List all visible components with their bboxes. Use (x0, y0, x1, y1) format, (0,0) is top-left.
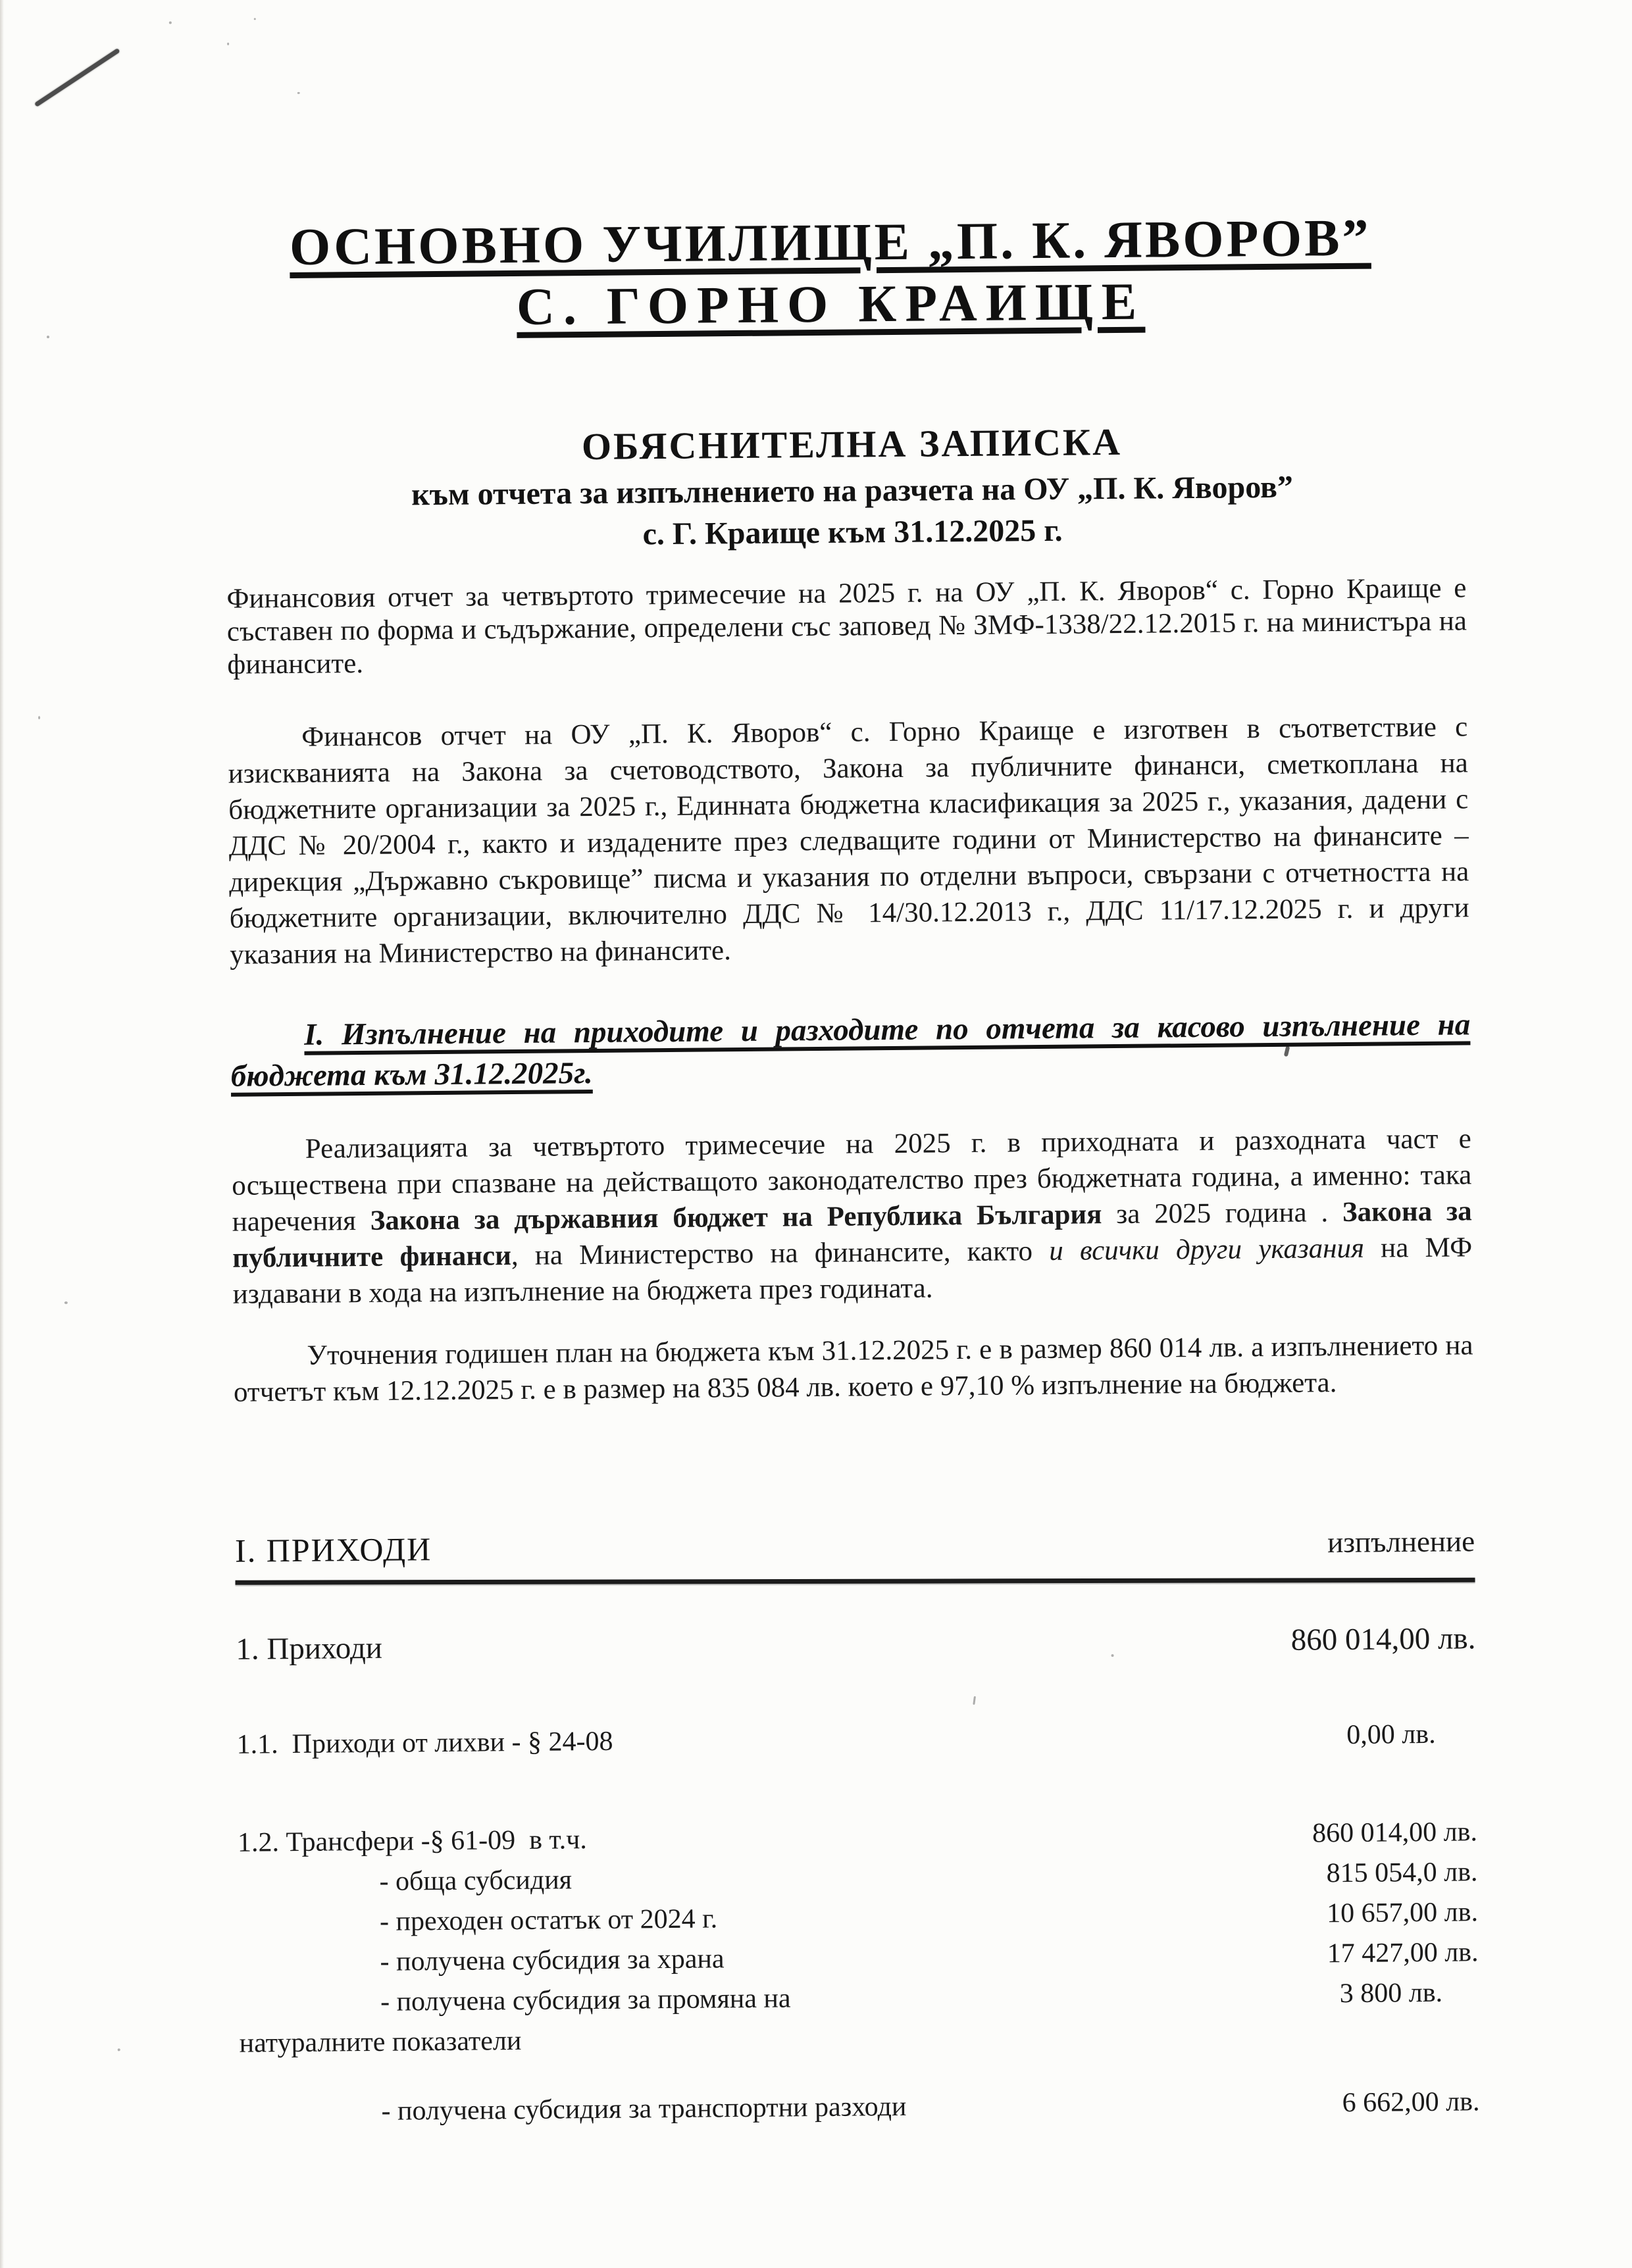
header-rule-line (236, 1578, 1475, 1585)
text-run: Закона за публичните финанси (232, 1196, 1472, 1274)
income-table-header (235, 1521, 1475, 1569)
income-header-execution-label: изпълнение (1327, 1525, 1475, 1559)
document-header (14, 205, 1632, 343)
text-run: на МФ издавани в хода на изпълнение на бюджета през годината. (232, 1232, 1473, 1310)
income-row-value: 6 662,00 лв. (1342, 2086, 1480, 2119)
memo-date-line: с. Г. Краище към 31.12.2025 г. (642, 513, 1063, 552)
scan-speck (118, 2048, 120, 2051)
text-run: Реализацията за четвъртото тримесечие на 2025 г. в приходната и разходната част е осъществена при спазване на действащото законодателство през бюджетната година, а именно: така наречения (232, 1123, 1472, 1238)
paragraph-report-form: Финансовия отчет за четвъртото тримесечие на 2025 г. на ОУ „П. К. Яворов“ с. Горно Краище е съставен по форма и съдържание, определени със заповед № ЗМФ-1338/22.12.2015 г. на министъра на финансите. (226, 572, 1467, 680)
income-rows (236, 1621, 1480, 2130)
income-row-label: - обща субсидия (379, 1865, 573, 1897)
income-row (238, 1895, 1478, 1940)
income-row-value: 0,00 лв. (1346, 1719, 1436, 1751)
text-run: , на Министерство на финансите, както (511, 1235, 1050, 1272)
income-row-label: - получена субсидия за храна (380, 1944, 725, 1977)
income-row-label: 1.1. Приходи от лихви - § 24-08 (236, 1726, 613, 1760)
income-row (239, 1975, 1479, 2021)
text-run: за 2025 година . (1102, 1197, 1343, 1230)
income-row (236, 1717, 1476, 1762)
text-run: I. Изпълнение на приходите и разходите по отчета за касово изпълнение на бюджета към 31.12.2025г. (230, 1007, 1471, 1094)
school-title-line2: С. ГОРНО КРАИЩЕ (516, 272, 1146, 337)
text-run: и всички други указания (1049, 1232, 1365, 1267)
income-row-label: натуралните показатели (239, 2025, 522, 2059)
memo-subject-line: към отчета за изпълнението на разчета на ОУ „П. К. Яворов” (411, 469, 1294, 513)
income-row (239, 2015, 1479, 2061)
income-row-label: - получена субсидия за транспортни разходи (381, 2091, 907, 2127)
income-header-title: I. ПРИХОДИ (234, 1530, 432, 1569)
income-row-value: 815 054,0 лв. (1326, 1857, 1478, 1889)
scan-speck (169, 21, 172, 24)
income-row (238, 1935, 1478, 1980)
income-row-value: 860 014,00 лв. (1290, 1621, 1476, 1657)
memo-title: ОБЯСНИТЕЛНА ЗАПИСКА (581, 420, 1123, 468)
income-row-label: 1.2. Трансфери -§ 61-09 в т.ч. (237, 1825, 587, 1858)
income-row-value: 10 657,00 лв. (1326, 1897, 1479, 1929)
paragraph-realization (232, 1121, 1473, 1312)
memo-subtitle-block (36, 415, 1632, 558)
income-row-value: 17 427,00 лв. (1327, 1937, 1479, 1969)
text-run: Закона за държавния бюджет на Република България (370, 1199, 1102, 1236)
scan-speck (254, 18, 256, 20)
scan-speck (297, 92, 300, 94)
income-row-label: 1. Приходи (236, 1630, 383, 1667)
scan-speck (64, 1301, 68, 1304)
pen-stroke-artifact (34, 48, 120, 107)
income-section (235, 1521, 1480, 2130)
section-heading-execution (230, 1004, 1471, 1096)
income-row-label: - получена субсидия за промяна на (380, 1983, 791, 2017)
income-row (238, 1855, 1477, 1900)
school-title-line1: ОСНОВНО УЧИЛИЩЕ „П. К. ЯВОРОВ” (289, 209, 1371, 276)
scan-speck (227, 43, 229, 45)
income-row-label: - преходен остатък от 2024 г. (379, 1903, 718, 1937)
paragraph-legal-basis: Финансов отчет на ОУ „П. К. Яворов“ с. Горно Краище е изготвен в съответствие с изискванията на Закона за счетоводството, Закона за публичните финанси, сметкоплана на бюджетните организации за 2025 г., Единната бюджетна класификация за 2025 г., указания, дадени с ДДС № 20/2004 г., както и издадените през следващите години от Министерство на финансите – дирекция „Държавно съкровище” писма и указания по отделни въпроси, свързани с отчетността на бюджетните организации, включително ДДС № 14/30.12.2013 г., ДДС 11/17.12.2025 г. и други указания на Министерство на финансите. (228, 711, 1469, 970)
income-row (236, 1621, 1475, 1667)
income-row (238, 1815, 1477, 1860)
income-row-value: 3 800 лв. (1339, 1977, 1443, 2009)
income-row (240, 2084, 1479, 2130)
income-row-value: 860 014,00 лв. (1312, 1817, 1478, 1849)
paragraph-annual-plan: Уточнения годишен план на бюджета към 31.12.2025 г. е в размер 860 014 лв. а изпълнението на отчетът към 12.12.2025 г. е в размер на 835 084 лв. което е 97,10 % изпълнение на бюджета. (233, 1330, 1473, 1408)
scan-speck (38, 716, 40, 719)
